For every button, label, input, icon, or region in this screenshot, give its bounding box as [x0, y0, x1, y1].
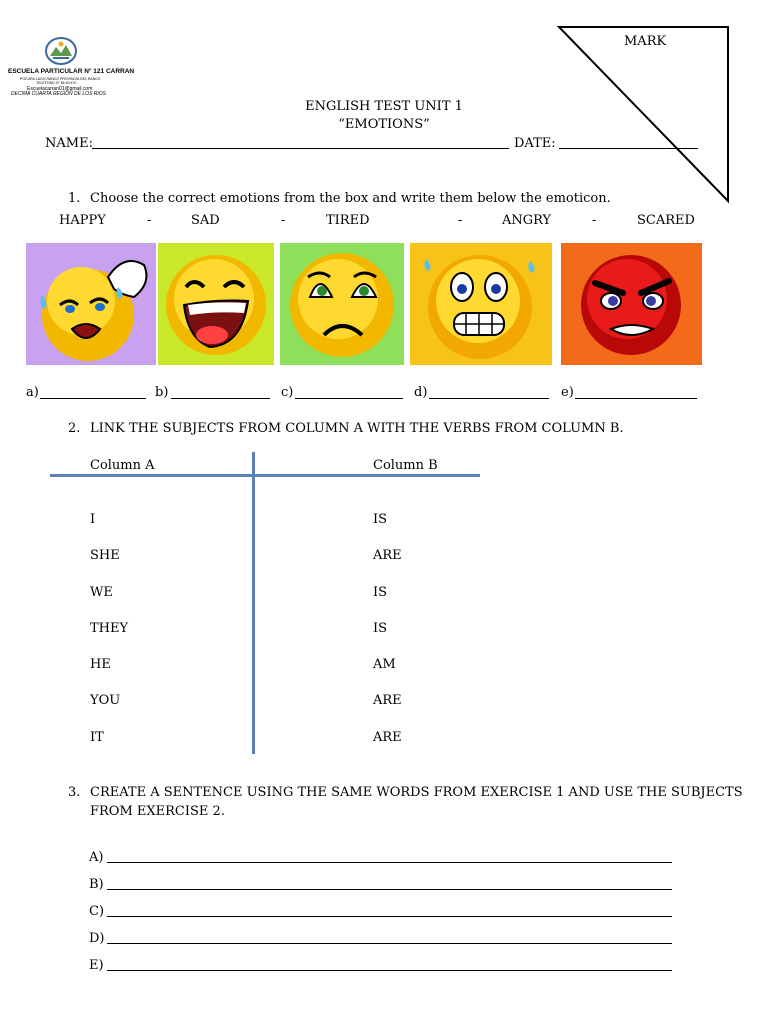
sentence-c-label: C) — [89, 904, 105, 919]
answer-d-label: d) — [414, 385, 428, 400]
sentence-e-field[interactable] — [107, 970, 672, 971]
name-field[interactable] — [92, 148, 509, 149]
school-region: DECIMA CUARTA REGION DE LOS RIOS — [11, 91, 107, 97]
table-vertical-line — [252, 452, 255, 754]
column-b-item: ARE — [373, 548, 402, 563]
school-address: POCURA LAGO RANCO PROVINCIA DEL RANCO — [20, 77, 101, 81]
column-a-item: YOU — [90, 693, 121, 708]
exercise1-instruction: Choose the correct emotions from the box and write them below the emoticon. — [90, 191, 611, 206]
table-horizontal-line — [50, 474, 480, 477]
column-a-header: Column A — [90, 458, 155, 473]
tired-face-icon — [26, 243, 156, 365]
column-a-item: HE — [90, 657, 111, 672]
sentence-b-field[interactable] — [107, 889, 672, 890]
sentence-d-field[interactable] — [107, 943, 672, 944]
column-b-item: AM — [373, 657, 396, 672]
column-a-item: WE — [90, 585, 113, 600]
word-separator: - — [458, 213, 463, 228]
sentence-e-label: E) — [89, 958, 104, 973]
column-a-item: SHE — [90, 548, 120, 563]
school-name: ESCUELA PARTICULAR N° 121 CARRAN — [8, 68, 135, 75]
word-tired: TIRED — [326, 213, 370, 228]
column-b-header: Column B — [373, 458, 438, 473]
happy-face-icon — [158, 243, 274, 365]
date-field[interactable] — [559, 148, 698, 149]
column-b-item: IS — [373, 621, 388, 636]
word-scared: SCARED — [637, 213, 695, 228]
mark-box — [556, 24, 732, 204]
exercise3-number: 3. — [68, 785, 81, 800]
exercise2-instruction: LINK THE SUBJECTS FROM COLUMN A WITH THE VERBS FROM COLUMN B. — [90, 421, 624, 436]
column-a-item: IT — [90, 730, 104, 745]
answer-a-field[interactable] — [40, 398, 146, 399]
exercise3-instruction-line2: FROM EXERCISE 2. — [90, 804, 225, 819]
page-title: ENGLISH TEST UNIT 1 — [305, 99, 463, 114]
mark-label: MARK — [624, 34, 667, 49]
exercise2-number: 2. — [68, 421, 81, 436]
exercise1-number: 1. — [68, 191, 81, 206]
column-b-item: ARE — [373, 730, 402, 745]
school-email: Escuelacarran01@gmail.com — [27, 86, 93, 92]
exercise3-instruction-line1: CREATE A SENTENCE USING THE SAME WORDS FROM EXERCISE 1 AND USE THE SUBJECTS — [90, 785, 743, 800]
column-b-item: IS — [373, 512, 388, 527]
answer-b-field[interactable] — [171, 398, 270, 399]
sentence-b-label: B) — [89, 877, 104, 892]
word-separator: - — [147, 213, 152, 228]
word-angry: ANGRY — [502, 213, 552, 228]
answer-d-field[interactable] — [429, 398, 549, 399]
scared-face-icon — [410, 243, 552, 365]
word-separator: - — [592, 213, 597, 228]
answer-a-label: a) — [26, 385, 39, 400]
sad-face-icon — [280, 243, 404, 365]
answer-c-field[interactable] — [295, 398, 403, 399]
date-label: DATE: — [514, 136, 556, 151]
sentence-d-label: D) — [89, 931, 105, 946]
answer-b-label: b) — [155, 385, 169, 400]
word-happy: HAPPY — [59, 213, 106, 228]
answer-e-field[interactable] — [575, 398, 697, 399]
column-b-item: ARE — [373, 693, 402, 708]
answer-e-label: e) — [561, 385, 574, 400]
word-sad: SAD — [191, 213, 220, 228]
name-label: NAME: — [45, 136, 93, 151]
column-b-item: IS — [373, 585, 388, 600]
school-phone: TELEFONO 07 66 40 670 — [36, 81, 77, 85]
page-subtitle: “EMOTIONS” — [338, 117, 430, 132]
sentence-a-label: A) — [89, 850, 104, 865]
word-separator: - — [281, 213, 286, 228]
sentence-c-field[interactable] — [107, 916, 672, 917]
column-a-item: THEY — [90, 621, 129, 636]
answer-c-label: c) — [281, 385, 294, 400]
sentence-a-field[interactable] — [107, 862, 672, 863]
column-a-item: I — [90, 512, 96, 527]
angry-face-icon — [561, 243, 702, 365]
school-logo-icon — [44, 36, 78, 66]
